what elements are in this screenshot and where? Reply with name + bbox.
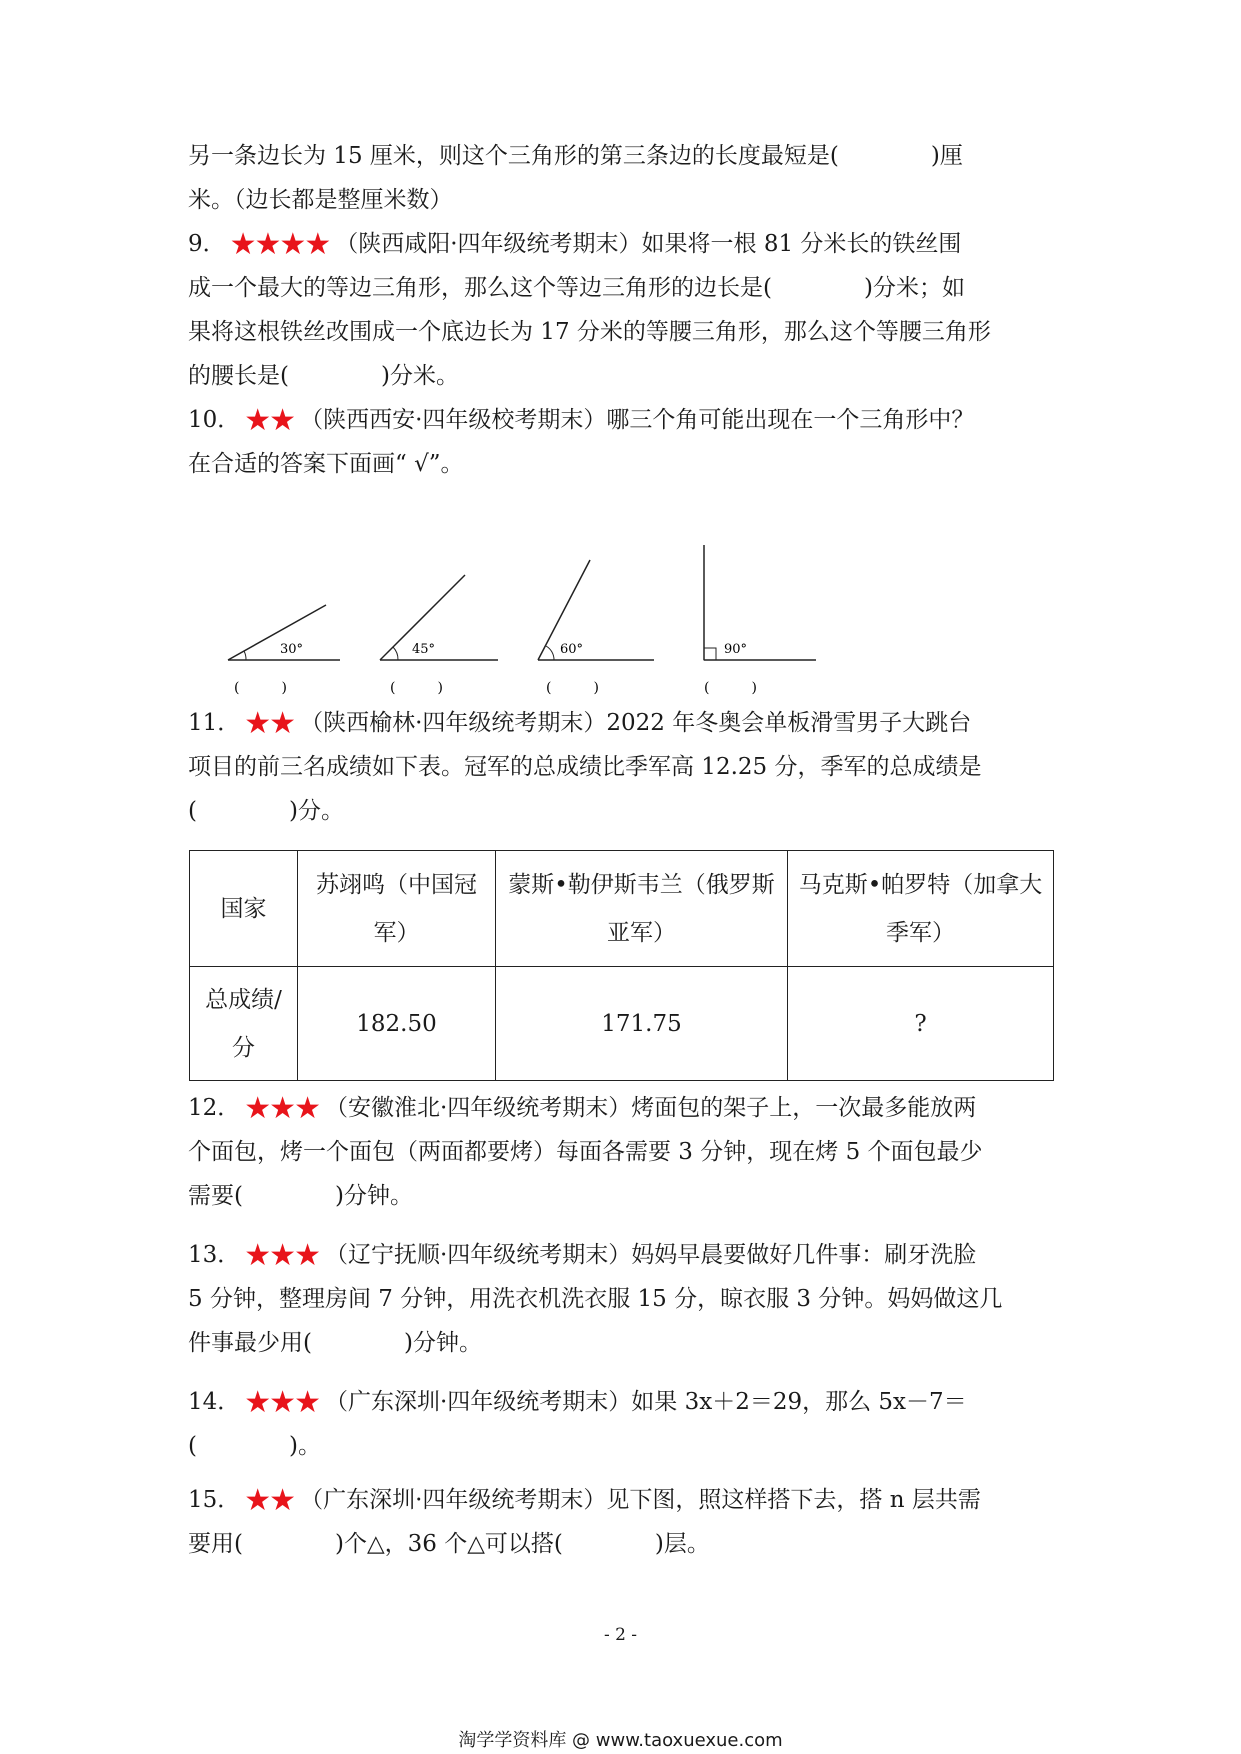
q13-header [188, 1240, 976, 1271]
q13-line1: （辽宁抚顺·四年级统考期末）妈妈早晨要做好几件事：刷牙洗脸 [324, 1242, 977, 1268]
table-header-champion: 苏翊鸣（中国冠军） [298, 851, 496, 967]
q12-line2: 个面包，烤一个面包（两面都要烤）每面各需要 3 分钟，现在烤 5 个面包最少 [188, 1139, 983, 1165]
angle-label-90: 90° [724, 642, 748, 657]
table-row [190, 851, 1054, 967]
angle-diagrams [220, 540, 840, 700]
table-row [190, 967, 1054, 1081]
q12-number: 12． [188, 1095, 241, 1121]
q14-line1: （广东深圳·四年级统考期末）如果 3x＋2＝29，那么 5x－7＝ [324, 1389, 967, 1415]
angle-blank-60[interactable]: ( ) [546, 680, 599, 696]
angle-blank-45[interactable]: ( ) [390, 680, 443, 696]
q13-number: 13． [188, 1242, 241, 1268]
angle-blank-30[interactable]: ( ) [234, 680, 287, 696]
page-number: - 2 - [603, 1625, 638, 1645]
difficulty-stars-icon: ★★ [244, 403, 295, 438]
q8-line1: 另一条边长为 15 厘米，则这个三角形的第三条边的长度最短是( )厘 [188, 143, 963, 169]
q14-number: 14． [188, 1389, 241, 1415]
angle-30-figure [228, 605, 340, 660]
angle-90-figure [704, 545, 816, 660]
table-row-label: 总成绩/分 [190, 967, 298, 1081]
q8-line2: 米。（边长都是整厘米数） [188, 187, 453, 213]
difficulty-stars-icon: ★★ [244, 1483, 295, 1518]
angle-label-60: 60° [560, 642, 584, 657]
footer-watermark: 淘学学资料库 @ www.taoxuexue.com [458, 1730, 783, 1751]
q10-line2: 在合适的答案下面画“ √”。 [188, 451, 464, 477]
q9-line2: 成一个最大的等边三角形，那么这个等边三角形的边长是( )分米；如 [188, 275, 965, 301]
q9-line4: 的腰长是( )分米。 [188, 363, 459, 389]
q15-line1: （广东深圳·四年级统考期末）见下图，照这样搭下去，搭 n 层共需 [300, 1487, 981, 1513]
q11-number: 11． [188, 710, 241, 736]
q14-line2: ( )。 [188, 1433, 321, 1459]
q9-header [188, 229, 961, 260]
q12-line3: 需要( )分钟。 [188, 1183, 413, 1209]
q12-line1: （安徽淮北·四年级统考期末）烤面包的架子上，一次最多能放两 [324, 1095, 977, 1121]
angle-60-figure [538, 560, 654, 660]
table-header-country: 国家 [190, 851, 298, 967]
angle-45-figure [380, 575, 498, 660]
angle-label-30: 30° [280, 642, 304, 657]
angle-label-45: 45° [412, 642, 436, 657]
q11-line2: 项目的前三名成绩如下表。冠军的总成绩比季军高 12.25 分，季军的总成绩是 [188, 754, 982, 780]
table-cell-third-score: ? [788, 967, 1054, 1081]
q15-header [188, 1485, 981, 1516]
q12-header [188, 1093, 976, 1124]
q13-line2: 5 分钟，整理房间 7 分钟，用洗衣机洗衣服 15 分，晾衣服 3 分钟。妈妈做这几 [188, 1286, 1003, 1312]
q10-line1: （陕西西安·四年级校考期末）哪三个角可能出现在一个三角形中？ [300, 407, 975, 433]
q11-line3: ( )分。 [188, 798, 344, 824]
q14-header [188, 1387, 967, 1418]
difficulty-stars-icon: ★★ [244, 706, 295, 741]
table-cell-runner-up-score: 171.75 [496, 967, 788, 1081]
table-cell-champion-score: 182.50 [298, 967, 496, 1081]
q9-line1: （陕西咸阳·四年级统考期末）如果将一根 81 分米长的铁丝围 [335, 231, 962, 257]
difficulty-stars-icon: ★★★★ [229, 227, 330, 262]
q13-line3: 件事最少用( )分钟。 [188, 1330, 482, 1356]
difficulty-stars-icon: ★★★ [244, 1238, 319, 1273]
q15-line2: 要用( )个△，36 个△可以搭( )层。 [188, 1531, 710, 1557]
q11-line1: （陕西榆林·四年级统考期末）2022 年冬奥会单板滑雪男子大跳台 [300, 710, 972, 736]
q10-header [188, 405, 974, 436]
difficulty-stars-icon: ★★★ [244, 1091, 319, 1126]
q15-number: 15． [188, 1487, 241, 1513]
table-header-runner-up: 蒙斯•勒伊斯韦兰（俄罗斯亚军） [496, 851, 788, 967]
angle-blank-90[interactable]: ( ) [704, 680, 757, 696]
scores-table [189, 850, 1054, 1081]
difficulty-stars-icon: ★★★ [244, 1385, 319, 1420]
q9-line3: 果将这根铁丝改围成一个底边长为 17 分米的等腰三角形，那么这个等腰三角形 [188, 319, 991, 345]
q10-number: 10． [188, 407, 241, 433]
q11-header [188, 708, 971, 739]
q9-number: 9． [188, 231, 226, 257]
table-header-third: 马克斯•帕罗特（加拿大季军） [788, 851, 1054, 967]
